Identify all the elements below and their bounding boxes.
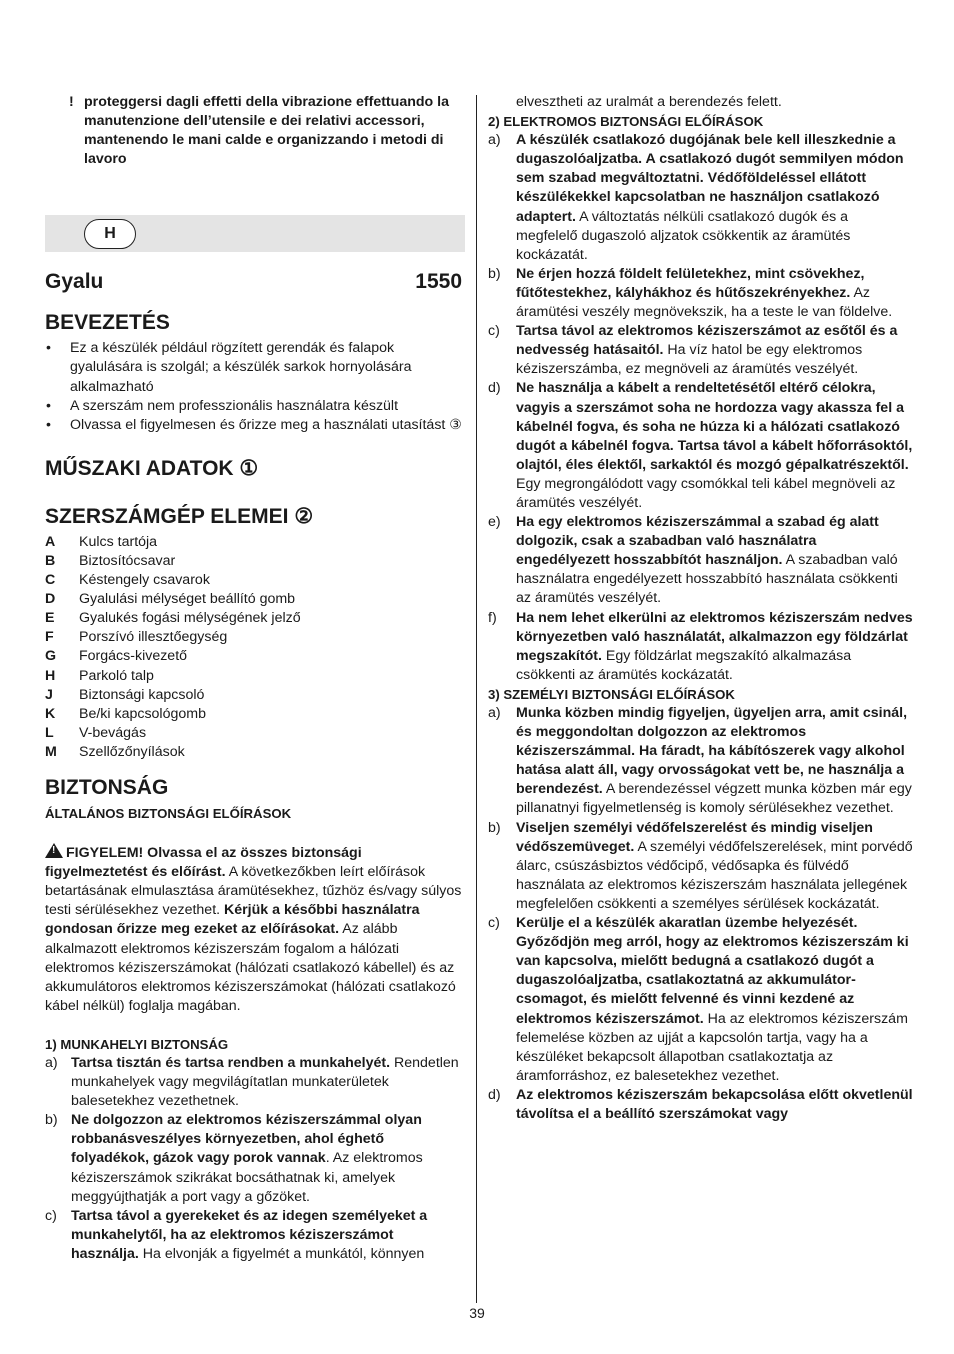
item-bold: Ne dolgozzon az elektromos kéziszerszámmal olyan robbanásveszélyes környezetben, ahol éghető folyadékok, gázok vagy porok vannak: [71, 1112, 422, 1167]
item-text: Az áramütési veszély megnövekszik, ha a teste le van földelve.: [516, 284, 893, 321]
parts-list: [45, 533, 465, 762]
item-letter: b): [45, 1112, 58, 1129]
item-text: . Az elektromos kéziszerszámok szikrákat bocsáthatnak ki, amelyek meggyújthatják a port vagy a gőzöket.: [71, 1150, 423, 1205]
part-key: B: [45, 552, 56, 569]
item-bold: Tartsa tisztán és tartsa rendben a munkahelyét.: [71, 1055, 391, 1071]
intro-bullets: [45, 339, 465, 434]
item-letter: a): [45, 1055, 58, 1071]
intro-bullet: • Ez a készülék például rögzített gerendák és falapok gyalulására is szolgál; a készülék sarkok hornyolására alkalmazható: [45, 339, 465, 396]
list-item: [488, 265, 913, 322]
part-row: [45, 743, 465, 762]
part-key: D: [45, 591, 56, 608]
item-letter: c): [45, 1207, 57, 1224]
part-row: [45, 686, 465, 705]
item-bold: Munka közben mindig figyeljen, ügyeljen arra, amit csinál, és meggondoltan dolgozzon az elektromos kéziszerszámmal. Ha fáradt, ha kábítószerek vagy alkohol hatása alatt áll, vagy orvosságokat vett be, ne használja a berendezést.: [516, 705, 908, 798]
general-safety-subheading: ÁLTALÁNOS BIZTONSÁGI ELŐÍRÁSOK: [45, 805, 292, 821]
part-row: [45, 571, 465, 590]
intro-bullet: • A szerszám nem professzionális használatra készült: [45, 397, 465, 416]
part-key: J: [45, 686, 53, 703]
part-row: [45, 552, 465, 571]
item-text: A berendezéssel végzett munka közben már egy pillanatnyi figyelmetlenség is komoly sérülésekhez vezethet.: [516, 781, 912, 817]
parts-heading: SZERSZÁMGÉP ELEMEI ②: [45, 504, 314, 528]
part-label: Forgács-kivezető: [79, 648, 188, 665]
part-row: [45, 590, 465, 609]
item-text: Ha víz hatol be egy elektromos kéziszerszámba, ez megnöveli az áramütés veszélyét.: [516, 342, 863, 378]
item-text: Rendetlen munkahelyek vagy megvilágítatlan munkaterületek balesetekhez vezethetnek.: [71, 1055, 459, 1110]
part-key: K: [45, 705, 56, 722]
item-bold: Ha egy elektromos kéziszerszámmal a szabad ég alatt dolgozik, csak a szabadban való használatra engedélyezett hosszabbítót használjon.: [516, 514, 879, 569]
list-item: [45, 1111, 465, 1206]
vibration-warning: [69, 93, 465, 169]
list-item: [488, 819, 913, 914]
item-letter: b): [488, 819, 501, 836]
list-item: [488, 609, 913, 685]
part-label: Gyalukés fogási mélységének jelző: [79, 610, 301, 627]
item-text: Egy földzárlat megszakító alkalmazása csökkenti az áramütés kockázatát.: [516, 647, 852, 683]
item-text: Ha az elektromos kéziszerszám felemelése közben az ujját a kapcsolón tartja, vagy ha a készüléket bekapcsolt állapotban csatlakoztatja az áramforráshoz, ez balesetekhez vezethet.: [516, 1010, 908, 1084]
part-label: Szellőzőnyílások: [79, 743, 185, 760]
section-title: 3) SZEMÉLYI BIZTONSÁGI ELŐÍRÁSOK: [488, 686, 735, 702]
part-row: [45, 724, 465, 743]
list-item: [488, 379, 913, 513]
item-text: A szabadban való használatra engedélyezett hosszabbító használata csökkenti az áramütés veszélyét.: [516, 552, 898, 607]
item-bold: Viseljen személyi védőfelszerelést és mindig viseljen védőszemüveget.: [516, 819, 873, 855]
exclamation-mark: !: [69, 94, 74, 110]
part-label: Porszívó illesztőegység: [79, 629, 228, 646]
part-label: V-bevágás: [79, 724, 147, 741]
part-label: Gyalulási mélységet beállító gomb: [79, 591, 296, 608]
part-key: L: [45, 724, 54, 741]
part-label: Parkoló talp: [79, 667, 154, 684]
part-row: [45, 667, 465, 686]
list-item: [488, 704, 913, 819]
warning-bold-1: FIGYELEM! Olvassa el az összes biztonsági figyelmeztetést és előírást.: [45, 845, 362, 881]
general-warning-paragraph: [45, 842, 465, 1016]
part-label: Be/ki kapcsológomb: [79, 705, 206, 722]
item-text: Egy megrongálódott vagy csomókkal teli kábel megnöveli az áramütés veszélyét.: [516, 475, 896, 511]
warning-text-1: A következőkben leírt előírások betartásának elmulasztása áramütésekhez, tűzhöz és/vagy súlyos testi sérülésekhez vezethet.: [45, 864, 462, 919]
part-label: Kulcs tartója: [79, 533, 158, 550]
item-letter: a): [488, 132, 501, 149]
item-bold: Kerülje el a készülék akaratlan üzembe helyezését. Győződjön meg arról, hogy az elektromos kéziszerszám ki van kapcsolva, mielőtt bedugná a csatlakozó dugót a dugaszolóaljzatba, csatlakoztatná az akkumulátor-csomagot, és mielőtt felvenné és vinni kezdené az elektromos kéziszerszámot.: [516, 915, 909, 1027]
part-row: [45, 533, 465, 552]
item-text: A személyi védőfelszerelések, mint porvédő álarc, csúszásbiztos védőcipő, védősapka és fülvédő használata az elektromos kéziszerszám használata jellegének megfelelően csökkenti a személyes sérülések kockázatát.: [516, 838, 913, 912]
warning-text-2: Az alább alkalmazott elektromos kéziszerszám fogalom a hálózati elektromos kéziszerszámokat (hálózati csatlakozó kábellel) és az akkumulátoros elektromos kéziszerszámokat (hálózati csatlakozó kábel nélkül) foglalja magában.: [45, 921, 456, 1014]
intro-bullet: • Olvassa el figyelmesen és őrizze meg a használati utasítást ③: [45, 416, 465, 435]
list-item: [488, 513, 913, 608]
list-item: [488, 914, 913, 1086]
page-number: 39: [469, 1305, 485, 1321]
section-title: 1) MUNKAHELYI BIZTONSÁG: [45, 1036, 229, 1052]
intro-heading: BEVEZETÉS: [45, 311, 170, 335]
item-letter: c): [488, 323, 500, 340]
safety-heading: BIZTONSÁG: [45, 775, 169, 799]
part-row: [45, 647, 465, 666]
column-divider: [476, 95, 477, 1303]
list-item: [488, 322, 913, 379]
part-label: Késtengely csavarok: [79, 572, 210, 589]
item-letter: b): [488, 265, 501, 282]
item-letter: d): [488, 1086, 501, 1103]
part-key: M: [45, 743, 57, 760]
tech-data-heading: MŰSZAKI ADATOK ①: [45, 456, 259, 480]
part-row: [45, 609, 465, 628]
list-item: [488, 1086, 913, 1124]
product-name: Gyalu: [45, 270, 104, 294]
list-item: [488, 131, 913, 265]
right-column: [488, 93, 913, 1124]
left-column: [45, 93, 465, 1264]
continued-text: elvesztheti az uralmát a berendezés felett.: [516, 94, 782, 110]
item-letter: c): [488, 915, 500, 932]
language-bar: [45, 215, 465, 252]
item-text: Ha elvonják a figyelmét a munkától, könnyen: [138, 1245, 425, 1262]
part-label: Biztosítócsavar: [79, 552, 176, 569]
item-bold: A készülék csatlakozó dugójának bele kell illeszkednie a dugaszolóaljzatba. A csatlakozó dugót semmilyen módon sem szabad megváltoztatni. Védőföldeléssel ellátott készülékekkel kapcsolatban ne használjon csatlakozó adaptert.: [516, 132, 904, 225]
section-title: 2) ELEKTROMOS BIZTONSÁGI ELŐÍRÁSOK: [488, 114, 764, 130]
item-bold: Ne érjen hozzá földelt felületekhez, mint csövekhez, fűtőtestekhez, kályhákhoz és hűtőszekrényekhez.: [516, 265, 865, 301]
item-bold: Tartsa távol az elektromos kéziszerszámot az esőtől és a nedvesség hatásaitól.: [516, 323, 898, 359]
model-number: 1550: [415, 270, 462, 294]
warning-triangle-icon: [45, 843, 63, 858]
part-key: G: [45, 648, 57, 665]
item-bold: Tartsa távol a gyerekeket és az idegen személyeket a munkahelytől, ha az elektromos kéziszerszámot használja.: [71, 1207, 428, 1262]
item-text: A változtatás nélküli csatlakozó dugók és a megfelelő dugaszoló aljzatok csökkentik az áramütés kockázatát.: [516, 208, 851, 263]
part-key: F: [45, 629, 54, 646]
part-key: A: [45, 533, 56, 550]
warning-bold-2: Kérjük a későbbi használatra gondosan őrizze meg ezeket az előírásokat.: [45, 902, 420, 938]
part-key: E: [45, 610, 55, 627]
product-title-row: [45, 267, 465, 297]
item-letter: e): [488, 514, 501, 531]
part-row: [45, 705, 465, 724]
item-bold: Az elektromos kéziszerszám bekapcsolása előtt okvetlenül távolítsa el a beállító szerszámokat vagy: [516, 1086, 913, 1122]
item-bold: Ne használja a kábelt a rendeltetésétől eltérő célokra, vagyis a szerszámot soha ne hordozza vagy akassza fel a kábelnél fogva, és soha ne húzza ki a hálózati csatlakozó dugót a kábelnél fogva. Tartsa távol a kábelt hőforrásoktól, olajtól, éles élektől, sarkaktól és mozgó gépalkatrészektől.: [516, 380, 913, 473]
vibration-warning-text: proteggersi dagli effetti della vibrazione effettuando la manutenzione dell’utensile e dei relativi accessori, mantenendo le mani calde e organizzando i metodi di lavoro: [84, 94, 449, 168]
item-letter: a): [488, 705, 501, 721]
list-item: [45, 1054, 465, 1111]
part-key: H: [45, 667, 56, 684]
item-letter: f): [488, 609, 497, 626]
part-label: Biztonsági kapcsoló: [79, 686, 205, 703]
part-key: C: [45, 572, 56, 589]
part-row: [45, 628, 465, 647]
language-badge: H: [84, 219, 136, 249]
item-letter: d): [488, 380, 501, 397]
item-bold: Ha nem lehet elkerülni az elektromos kéziszerszám nedves környezetben való használatát, alkalmazzon egy földzárlat megszakítót.: [516, 609, 913, 664]
list-item: [45, 1207, 465, 1264]
